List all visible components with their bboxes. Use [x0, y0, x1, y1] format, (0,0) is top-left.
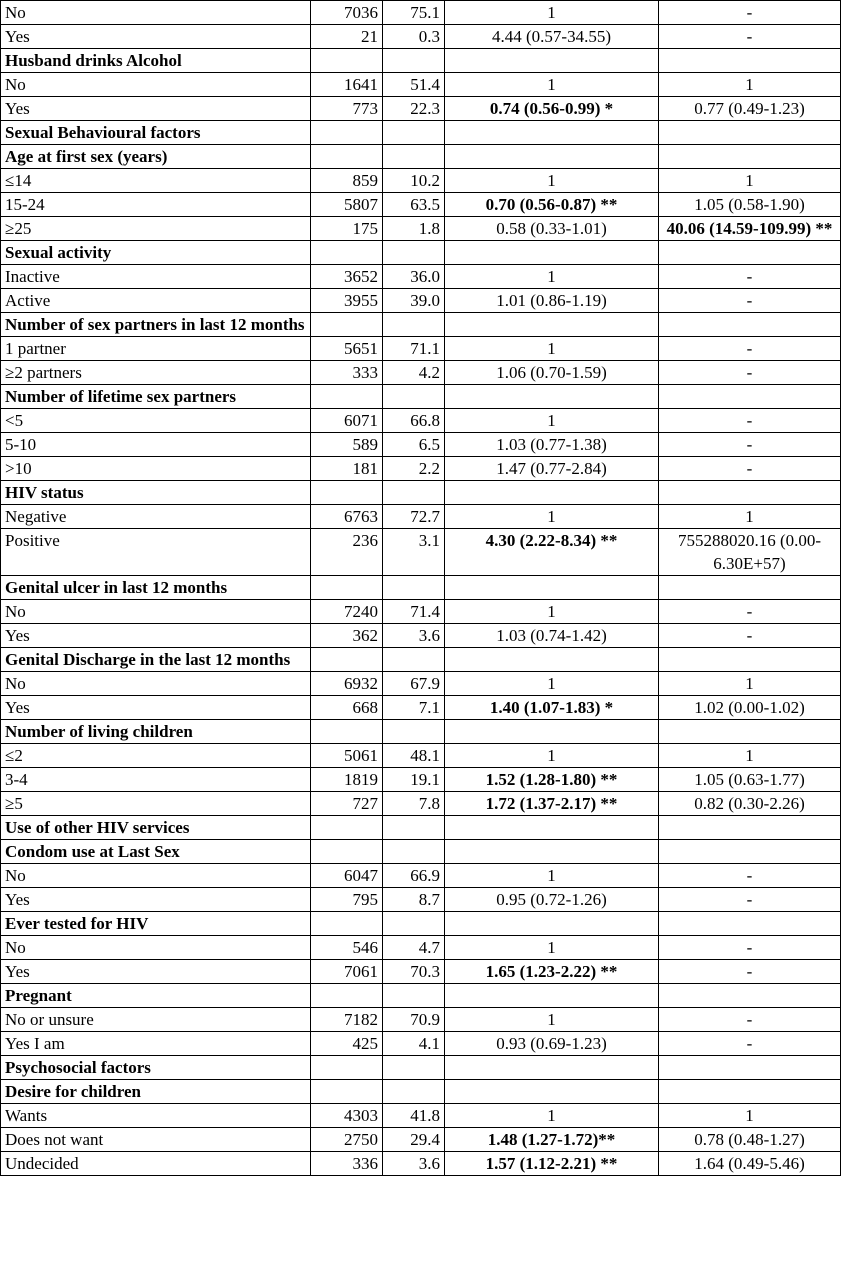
crude-or-cell: 4.30 (2.22-8.34) **	[445, 529, 659, 576]
crude-or-cell: 1	[445, 1008, 659, 1032]
percent-cell	[383, 648, 445, 672]
count-cell: 7061	[311, 960, 383, 984]
table-row	[1, 864, 841, 888]
crude-or-cell	[445, 576, 659, 600]
row-label: ≥5	[1, 792, 311, 816]
percent-cell	[383, 576, 445, 600]
percent-cell	[383, 145, 445, 169]
crude-or-cell: 1	[445, 936, 659, 960]
crude-or-cell: 1	[445, 1, 659, 25]
count-cell: 6932	[311, 672, 383, 696]
crude-or-cell: 1.48 (1.27-1.72)**	[445, 1128, 659, 1152]
section-header-row	[1, 121, 841, 145]
count-cell: 425	[311, 1032, 383, 1056]
crude-or-cell: 1	[445, 1104, 659, 1128]
adjusted-or-cell: -	[659, 960, 841, 984]
crude-or-cell: 0.95 (0.72-1.26)	[445, 888, 659, 912]
adjusted-or-cell: 40.06 (14.59-109.99) **	[659, 217, 841, 241]
row-label: Desire for children	[1, 1080, 311, 1104]
count-cell: 181	[311, 457, 383, 481]
percent-cell: 10.2	[383, 169, 445, 193]
crude-or-cell	[445, 121, 659, 145]
crude-or-cell	[445, 313, 659, 337]
section-header-row	[1, 145, 841, 169]
percent-cell: 7.8	[383, 792, 445, 816]
count-cell: 546	[311, 936, 383, 960]
table-row	[1, 1032, 841, 1056]
row-label: No	[1, 1, 311, 25]
adjusted-or-cell	[659, 576, 841, 600]
percent-cell: 3.6	[383, 1152, 445, 1176]
crude-or-cell: 1.40 (1.07-1.83) *	[445, 696, 659, 720]
adjusted-or-cell	[659, 121, 841, 145]
percent-cell	[383, 241, 445, 265]
crude-or-cell: 1	[445, 744, 659, 768]
table-row	[1, 289, 841, 313]
adjusted-or-cell: -	[659, 1008, 841, 1032]
percent-cell	[383, 49, 445, 73]
section-header-row	[1, 1056, 841, 1080]
count-cell	[311, 121, 383, 145]
row-label: 15-24	[1, 193, 311, 217]
count-cell: 7240	[311, 600, 383, 624]
row-label: ≥2 partners	[1, 361, 311, 385]
table-row	[1, 457, 841, 481]
adjusted-or-cell: -	[659, 361, 841, 385]
crude-or-cell: 1.03 (0.74-1.42)	[445, 624, 659, 648]
count-cell: 1641	[311, 73, 383, 97]
adjusted-or-cell: 1.05 (0.58-1.90)	[659, 193, 841, 217]
crude-or-cell	[445, 481, 659, 505]
table-row	[1, 936, 841, 960]
count-cell: 362	[311, 624, 383, 648]
adjusted-or-cell	[659, 241, 841, 265]
adjusted-or-cell	[659, 720, 841, 744]
percent-cell: 0.3	[383, 25, 445, 49]
row-label: Yes	[1, 25, 311, 49]
percent-cell: 67.9	[383, 672, 445, 696]
percent-cell: 19.1	[383, 768, 445, 792]
percent-cell	[383, 385, 445, 409]
table-row	[1, 768, 841, 792]
adjusted-or-cell: -	[659, 864, 841, 888]
adjusted-or-cell	[659, 1080, 841, 1104]
table-row	[1, 696, 841, 720]
row-label: ≥25	[1, 217, 311, 241]
count-cell: 1819	[311, 768, 383, 792]
crude-or-cell: 0.70 (0.56-0.87) **	[445, 193, 659, 217]
percent-cell: 71.1	[383, 337, 445, 361]
count-cell	[311, 816, 383, 840]
crude-or-cell: 1	[445, 505, 659, 529]
percent-cell	[383, 481, 445, 505]
crude-or-cell: 1	[445, 73, 659, 97]
crude-or-cell	[445, 816, 659, 840]
crude-or-cell: 1.47 (0.77-2.84)	[445, 457, 659, 481]
row-label: Age at first sex (years)	[1, 145, 311, 169]
count-cell: 333	[311, 361, 383, 385]
crude-or-cell	[445, 385, 659, 409]
count-cell: 2750	[311, 1128, 383, 1152]
adjusted-or-cell: -	[659, 1, 841, 25]
adjusted-or-cell	[659, 313, 841, 337]
row-label: Ever tested for HIV	[1, 912, 311, 936]
percent-cell: 8.7	[383, 888, 445, 912]
adjusted-or-cell: -	[659, 409, 841, 433]
count-cell: 5651	[311, 337, 383, 361]
percent-cell	[383, 912, 445, 936]
table-row	[1, 97, 841, 121]
row-label: Active	[1, 289, 311, 313]
percent-cell: 66.8	[383, 409, 445, 433]
section-header-row	[1, 912, 841, 936]
count-cell: 7036	[311, 1, 383, 25]
percent-cell: 71.4	[383, 600, 445, 624]
count-cell	[311, 648, 383, 672]
crude-or-cell: 1	[445, 409, 659, 433]
crude-or-cell: 0.58 (0.33-1.01)	[445, 217, 659, 241]
crude-or-cell	[445, 984, 659, 1008]
table-row	[1, 217, 841, 241]
count-cell: 3652	[311, 265, 383, 289]
row-label: Condom use at Last Sex	[1, 840, 311, 864]
percent-cell	[383, 1080, 445, 1104]
percent-cell	[383, 1056, 445, 1080]
crude-or-cell	[445, 648, 659, 672]
adjusted-or-cell: -	[659, 1032, 841, 1056]
table-row	[1, 600, 841, 624]
crude-or-cell: 0.74 (0.56-0.99) *	[445, 97, 659, 121]
row-label: Sexual activity	[1, 241, 311, 265]
adjusted-or-cell	[659, 912, 841, 936]
row-label: Wants	[1, 1104, 311, 1128]
percent-cell: 2.2	[383, 457, 445, 481]
count-cell	[311, 840, 383, 864]
table-row	[1, 888, 841, 912]
count-cell	[311, 984, 383, 1008]
adjusted-or-cell: 0.78 (0.48-1.27)	[659, 1128, 841, 1152]
adjusted-or-cell: -	[659, 289, 841, 313]
table-row	[1, 433, 841, 457]
adjusted-or-cell: -	[659, 600, 841, 624]
percent-cell: 72.7	[383, 505, 445, 529]
percent-cell: 4.2	[383, 361, 445, 385]
percent-cell: 1.8	[383, 217, 445, 241]
count-cell	[311, 145, 383, 169]
count-cell: 795	[311, 888, 383, 912]
crude-or-cell: 1.52 (1.28-1.80) **	[445, 768, 659, 792]
percent-cell	[383, 984, 445, 1008]
crude-or-cell	[445, 145, 659, 169]
adjusted-or-cell	[659, 481, 841, 505]
percent-cell: 29.4	[383, 1128, 445, 1152]
table-row	[1, 409, 841, 433]
row-label: No or unsure	[1, 1008, 311, 1032]
count-cell: 236	[311, 529, 383, 576]
count-cell: 589	[311, 433, 383, 457]
percent-cell: 36.0	[383, 265, 445, 289]
adjusted-or-cell	[659, 840, 841, 864]
row-label: Positive	[1, 529, 311, 576]
count-cell	[311, 1080, 383, 1104]
row-label: Number of sex partners in last 12 months	[1, 313, 311, 337]
adjusted-or-cell: 0.82 (0.30-2.26)	[659, 792, 841, 816]
crude-or-cell: 1	[445, 169, 659, 193]
row-label: Husband drinks Alcohol	[1, 49, 311, 73]
percent-cell: 63.5	[383, 193, 445, 217]
row-label: Yes	[1, 696, 311, 720]
section-header-row	[1, 840, 841, 864]
table-row	[1, 744, 841, 768]
percent-cell: 41.8	[383, 1104, 445, 1128]
table-row	[1, 529, 841, 576]
count-cell: 727	[311, 792, 383, 816]
crude-or-cell: 1.72 (1.37-2.17) **	[445, 792, 659, 816]
row-label: Yes	[1, 624, 311, 648]
crude-or-cell: 1	[445, 337, 659, 361]
count-cell: 3955	[311, 289, 383, 313]
adjusted-or-cell: -	[659, 265, 841, 289]
table-row	[1, 265, 841, 289]
count-cell: 336	[311, 1152, 383, 1176]
adjusted-or-cell: 1.64 (0.49-5.46)	[659, 1152, 841, 1176]
adjusted-or-cell: 1	[659, 1104, 841, 1128]
row-label: Yes	[1, 888, 311, 912]
row-label: Inactive	[1, 265, 311, 289]
row-label: Number of lifetime sex partners	[1, 385, 311, 409]
crude-or-cell: 1	[445, 672, 659, 696]
count-cell	[311, 481, 383, 505]
percent-cell: 3.1	[383, 529, 445, 576]
row-label: Use of other HIV services	[1, 816, 311, 840]
crude-or-cell: 1.03 (0.77-1.38)	[445, 433, 659, 457]
count-cell: 175	[311, 217, 383, 241]
adjusted-or-cell: 1	[659, 169, 841, 193]
count-cell: 6763	[311, 505, 383, 529]
table-row	[1, 1, 841, 25]
adjusted-or-cell	[659, 385, 841, 409]
count-cell: 668	[311, 696, 383, 720]
percent-cell: 75.1	[383, 1, 445, 25]
table-row	[1, 361, 841, 385]
crude-or-cell	[445, 840, 659, 864]
percent-cell	[383, 313, 445, 337]
count-cell	[311, 49, 383, 73]
percent-cell: 51.4	[383, 73, 445, 97]
table-row	[1, 672, 841, 696]
table-row	[1, 505, 841, 529]
section-header-row	[1, 648, 841, 672]
count-cell: 5061	[311, 744, 383, 768]
crude-or-cell	[445, 1056, 659, 1080]
count-cell	[311, 313, 383, 337]
section-header-row	[1, 481, 841, 505]
count-cell	[311, 1056, 383, 1080]
adjusted-or-cell	[659, 648, 841, 672]
adjusted-or-cell	[659, 816, 841, 840]
crude-or-cell: 1	[445, 265, 659, 289]
adjusted-or-cell	[659, 145, 841, 169]
crude-or-cell	[445, 912, 659, 936]
row-label: 1 partner	[1, 337, 311, 361]
crude-or-cell: 1.57 (1.12-2.21) **	[445, 1152, 659, 1176]
section-header-row	[1, 720, 841, 744]
percent-cell: 3.6	[383, 624, 445, 648]
table-row	[1, 1008, 841, 1032]
adjusted-or-cell	[659, 49, 841, 73]
percent-cell: 66.9	[383, 864, 445, 888]
row-label: >10	[1, 457, 311, 481]
section-header-row	[1, 576, 841, 600]
adjusted-or-cell: 0.77 (0.49-1.23)	[659, 97, 841, 121]
table-row	[1, 1128, 841, 1152]
adjusted-or-cell: -	[659, 25, 841, 49]
table-row	[1, 792, 841, 816]
percent-cell	[383, 121, 445, 145]
adjusted-or-cell: -	[659, 457, 841, 481]
table-row	[1, 960, 841, 984]
table-row	[1, 1104, 841, 1128]
section-header-row	[1, 984, 841, 1008]
row-label: 3-4	[1, 768, 311, 792]
crude-or-cell	[445, 241, 659, 265]
count-cell: 6071	[311, 409, 383, 433]
count-cell	[311, 241, 383, 265]
crude-or-cell: 1.65 (1.23-2.22) **	[445, 960, 659, 984]
count-cell	[311, 385, 383, 409]
row-label: 5-10	[1, 433, 311, 457]
count-cell: 859	[311, 169, 383, 193]
section-header-row	[1, 313, 841, 337]
table-row	[1, 169, 841, 193]
percent-cell: 39.0	[383, 289, 445, 313]
crude-or-cell	[445, 720, 659, 744]
row-label: Pregnant	[1, 984, 311, 1008]
count-cell: 773	[311, 97, 383, 121]
row-label: Number of living children	[1, 720, 311, 744]
row-label: Genital Discharge in the last 12 months	[1, 648, 311, 672]
percent-cell	[383, 816, 445, 840]
row-label: No	[1, 936, 311, 960]
percent-cell: 7.1	[383, 696, 445, 720]
adjusted-or-cell: 1	[659, 73, 841, 97]
adjusted-or-cell: 1	[659, 672, 841, 696]
count-cell: 6047	[311, 864, 383, 888]
percent-cell: 4.1	[383, 1032, 445, 1056]
adjusted-or-cell: 1	[659, 744, 841, 768]
count-cell: 7182	[311, 1008, 383, 1032]
crude-or-cell: 1.01 (0.86-1.19)	[445, 289, 659, 313]
row-label: Genital ulcer in last 12 months	[1, 576, 311, 600]
percent-cell	[383, 720, 445, 744]
count-cell: 21	[311, 25, 383, 49]
adjusted-or-cell: -	[659, 888, 841, 912]
percent-cell: 4.7	[383, 936, 445, 960]
section-header-row	[1, 49, 841, 73]
adjusted-or-cell	[659, 984, 841, 1008]
results-table-body	[1, 1, 841, 1176]
row-label: No	[1, 864, 311, 888]
row-label: <5	[1, 409, 311, 433]
adjusted-or-cell: 1.02 (0.00-1.02)	[659, 696, 841, 720]
row-label: Yes I am	[1, 1032, 311, 1056]
percent-cell: 6.5	[383, 433, 445, 457]
percent-cell	[383, 840, 445, 864]
crude-or-cell	[445, 49, 659, 73]
percent-cell: 70.9	[383, 1008, 445, 1032]
count-cell: 5807	[311, 193, 383, 217]
row-label: Yes	[1, 960, 311, 984]
count-cell	[311, 912, 383, 936]
crude-or-cell: 1	[445, 600, 659, 624]
row-label: No	[1, 600, 311, 624]
count-cell: 4303	[311, 1104, 383, 1128]
adjusted-or-cell: -	[659, 624, 841, 648]
row-label: ≤2	[1, 744, 311, 768]
row-label: Sexual Behavioural factors	[1, 121, 311, 145]
adjusted-or-cell	[659, 1056, 841, 1080]
crude-or-cell	[445, 1080, 659, 1104]
row-label: No	[1, 73, 311, 97]
table-row	[1, 73, 841, 97]
adjusted-or-cell: -	[659, 936, 841, 960]
adjusted-or-cell: 1.05 (0.63-1.77)	[659, 768, 841, 792]
count-cell	[311, 576, 383, 600]
section-header-row	[1, 1080, 841, 1104]
adjusted-or-cell: 1	[659, 505, 841, 529]
row-label: Does not want	[1, 1128, 311, 1152]
crude-or-cell: 1	[445, 864, 659, 888]
row-label: No	[1, 672, 311, 696]
adjusted-or-cell: 755288020.16 (0.00-6.30E+57)	[659, 529, 841, 576]
row-label: Psychosocial factors	[1, 1056, 311, 1080]
table-row	[1, 25, 841, 49]
table-row	[1, 624, 841, 648]
row-label: Negative	[1, 505, 311, 529]
count-cell	[311, 720, 383, 744]
row-label: HIV status	[1, 481, 311, 505]
percent-cell: 48.1	[383, 744, 445, 768]
crude-or-cell: 0.93 (0.69-1.23)	[445, 1032, 659, 1056]
adjusted-or-cell: -	[659, 337, 841, 361]
section-header-row	[1, 385, 841, 409]
percent-cell: 70.3	[383, 960, 445, 984]
table-row	[1, 337, 841, 361]
row-label: Undecided	[1, 1152, 311, 1176]
crude-or-cell: 4.44 (0.57-34.55)	[445, 25, 659, 49]
section-header-row	[1, 241, 841, 265]
adjusted-or-cell: -	[659, 433, 841, 457]
row-label: ≤14	[1, 169, 311, 193]
row-label: Yes	[1, 97, 311, 121]
table-row	[1, 193, 841, 217]
crude-or-cell: 1.06 (0.70-1.59)	[445, 361, 659, 385]
percent-cell: 22.3	[383, 97, 445, 121]
table-row	[1, 1152, 841, 1176]
section-header-row	[1, 816, 841, 840]
